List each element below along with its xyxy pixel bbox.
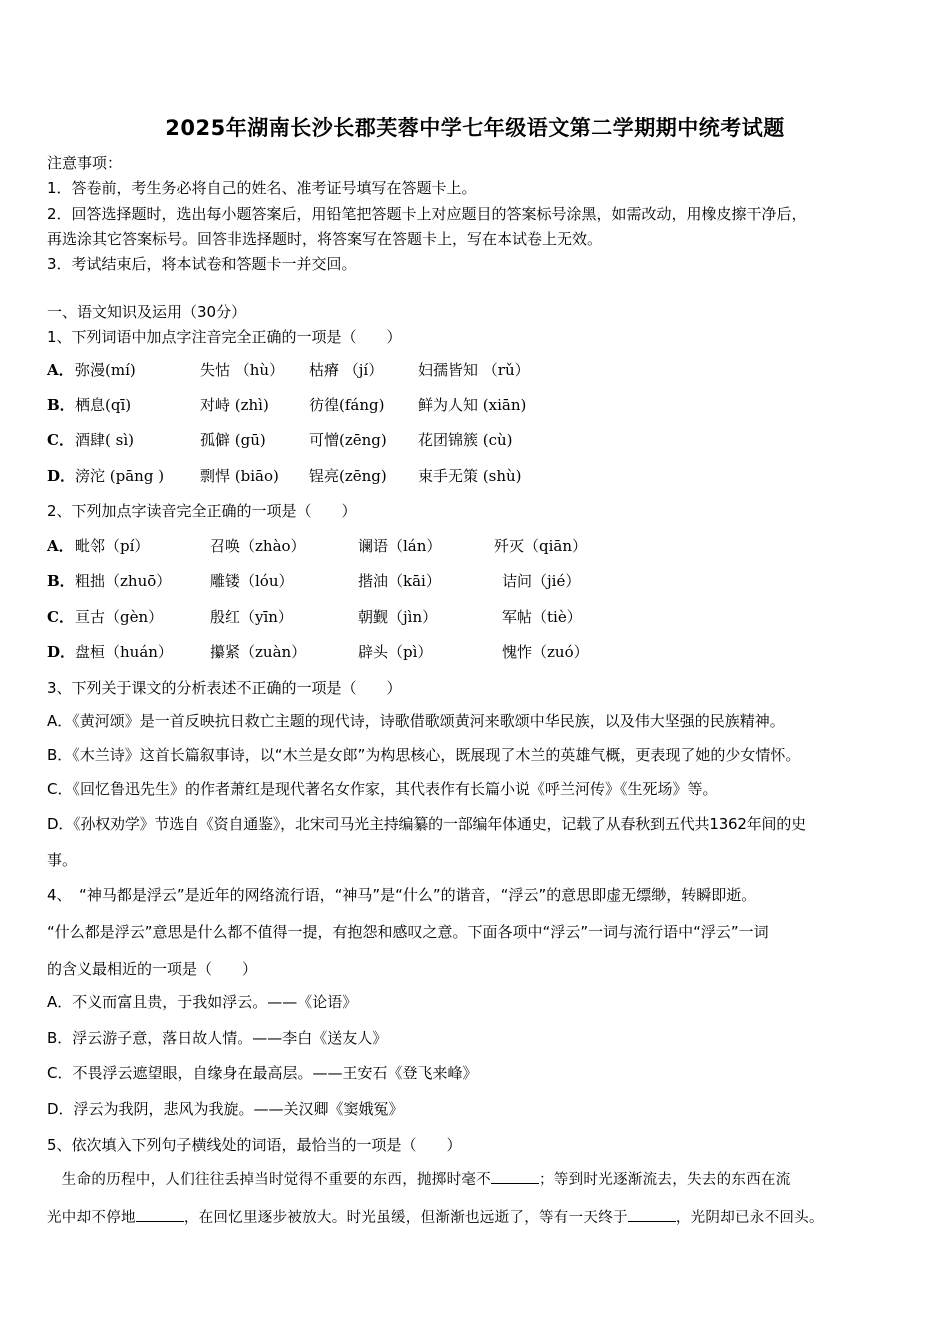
- option-line: D．浮云为我阴，悲风为我旋。——关汉卿《窦娥冤》: [47, 1100, 404, 1118]
- passage-text: 光中却不停地: [47, 1210, 136, 1226]
- option-line: C．不畏浮云遮望眼，自缘身在最高层。——王安石《登飞来峰》: [47, 1064, 478, 1082]
- option-label: B．: [47, 396, 75, 414]
- option-cell: 栖息(qī): [75, 396, 132, 414]
- question-stem: 5、依次填入下列句子横线处的词语，最恰当的一项是（ ）: [47, 1136, 462, 1154]
- fill-blank[interactable]: [136, 1207, 184, 1222]
- note-item: 2．回答选择题时，选出每小题答案后，用铅笔把答题卡上对应题目的答案标号涂黑，如需改动，用橡皮擦干净后，: [47, 205, 807, 223]
- option-cell: 孤僻 (gū): [200, 431, 266, 449]
- note-item: 1．答卷前，考生务必将自己的姓名、准考证号填写在答题卡上。: [47, 179, 477, 197]
- option-cell: 亘古（gèn）: [75, 608, 164, 626]
- option-cell: 揩油（kāi）: [358, 572, 441, 590]
- option-cell: 妇孺皆知 （rǔ）: [418, 361, 530, 379]
- option-cell: 朝觐（jìn）: [358, 608, 438, 626]
- option-cell: 对峙 (zhì): [200, 396, 269, 414]
- passage-line: [47, 1207, 824, 1228]
- option-cell: 雕镂（lóu）: [210, 572, 294, 590]
- question-stem: 4、 “神马都是浮云”是近年的网络流行语，“神马”是“什么”的谐音，“浮云”的意思即虚无缥缈，转瞬即逝。: [47, 886, 757, 904]
- option-cell: 召唤（zhào）: [210, 537, 306, 555]
- option-cell: 粗拙（zhuō）: [75, 572, 172, 590]
- passage-text: ，光阴却已永不回头。: [675, 1210, 824, 1226]
- question-stem: 3、下列关于课文的分析表述不正确的一项是（ ）: [47, 679, 402, 697]
- option-cell: 殷红（yīn）: [210, 608, 293, 626]
- option-cell: 诘问（jié）: [502, 572, 581, 590]
- option-cell: 束手无策 (shù): [418, 467, 522, 485]
- option-label: C．: [47, 608, 74, 626]
- option-line: A．不义而富且贵，于我如浮云。——《论语》: [47, 993, 358, 1011]
- option-cell: 枯瘠 （jí）: [309, 361, 384, 379]
- option-cell: 歼灭（qiān）: [494, 537, 588, 555]
- option-cell: 滂沱 (pāng ): [75, 467, 165, 485]
- option-label: C．: [47, 431, 74, 449]
- option-cell: 可憎(zēng): [309, 431, 387, 449]
- option-cell: 辟头（pì）: [358, 643, 433, 661]
- option-cell: 盘桓（huán）: [75, 643, 173, 661]
- question-stem: “什么都是浮云”意思是什么都不值得一提，有抱怨和感叹之意。下面各项中“浮云”一词与流行语中“浮云”一词: [47, 923, 769, 941]
- option-cell: 军帖（tiè）: [502, 608, 582, 626]
- option-line: C．《回忆鲁迅先生》的作者萧红是现代著名女作家，其代表作有长篇小说《呼兰河传》《生死场》等。: [47, 780, 718, 798]
- option-cell: 愧怍（zuó）: [502, 643, 589, 661]
- section-heading: 一、语文知识及运用（30分）: [47, 303, 247, 321]
- option-cell: 谰语（lán）: [358, 537, 442, 555]
- option-cell: 彷徨(fáng): [309, 396, 385, 414]
- option-line: A．《黄河颂》是一首反映抗日救亡主题的现代诗，诗歌借歌颂黄河来歌颂中华民族，以及伟大坚强的民族精神。: [47, 712, 785, 730]
- option-cell: 酒肆( sì): [75, 431, 134, 449]
- passage-text: ，在回忆里逐步被放大。时光虽缓，但渐渐也远逝了，等有一天终于: [183, 1210, 628, 1226]
- option-cell: 毗邻（pí）: [75, 537, 150, 555]
- option-label: A．: [47, 537, 74, 555]
- fill-blank[interactable]: [628, 1207, 676, 1222]
- passage-text: 生命的历程中，人们往往丢掉当时觉得不重要的东西，抛掷时毫不: [47, 1172, 491, 1188]
- option-label: D．: [47, 467, 76, 485]
- passage-line: [47, 1169, 791, 1190]
- option-cell: 失怙 （hù）: [200, 361, 285, 379]
- fill-blank[interactable]: [491, 1169, 539, 1184]
- option-cell: 剽悍 (biāo): [200, 467, 279, 485]
- notes-heading: 注意事项：: [47, 154, 123, 172]
- option-cell: 攥紧（zuàn）: [210, 643, 307, 661]
- option-line: B．《木兰诗》这首长篇叙事诗，以“木兰是女郎”为构思核心，既展现了木兰的英雄气概，更表现了她的少女情怀。: [47, 746, 801, 764]
- option-cell: 鲜为人知 (xiān): [418, 396, 527, 414]
- option-cell: 锃亮(zēng): [309, 467, 387, 485]
- option-cell: 弥漫(mí): [75, 361, 136, 379]
- option-label: D．: [47, 643, 76, 661]
- question-stem: 2、下列加点字读音完全正确的一项是（ ）: [47, 502, 357, 520]
- question-stem: 1、下列词语中加点字注音完全正确的一项是（ ）: [47, 328, 402, 346]
- passage-text: ；等到时光逐渐流去，失去的东西在流: [539, 1172, 791, 1188]
- option-line: B．浮云游子意，落日故人情。——李白《送友人》: [47, 1029, 388, 1047]
- option-line: D．《孙权劝学》节选自《资自通鉴》，北宋司马光主持编纂的一部编年体通史，记载了从春秋到五代共1362年间的史: [47, 815, 806, 833]
- question-stem: 的含义最相近的一项是（ ）: [47, 960, 258, 978]
- option-label: B．: [47, 572, 75, 590]
- option-label: A．: [47, 361, 74, 379]
- option-cell: 花团锦簇 (cù): [418, 431, 513, 449]
- option-line: 事。: [47, 851, 78, 869]
- note-item: 3．考试结束后，将本试卷和答题卡一并交回。: [47, 255, 357, 273]
- page-title: 2025年湖南长沙长郡芙蓉中学七年级语文第二学期期中统考试题: [165, 116, 785, 140]
- note-item: 再选涂其它答案标号。回答非选择题时，将答案写在答题卡上，写在本试卷上无效。: [47, 230, 603, 248]
